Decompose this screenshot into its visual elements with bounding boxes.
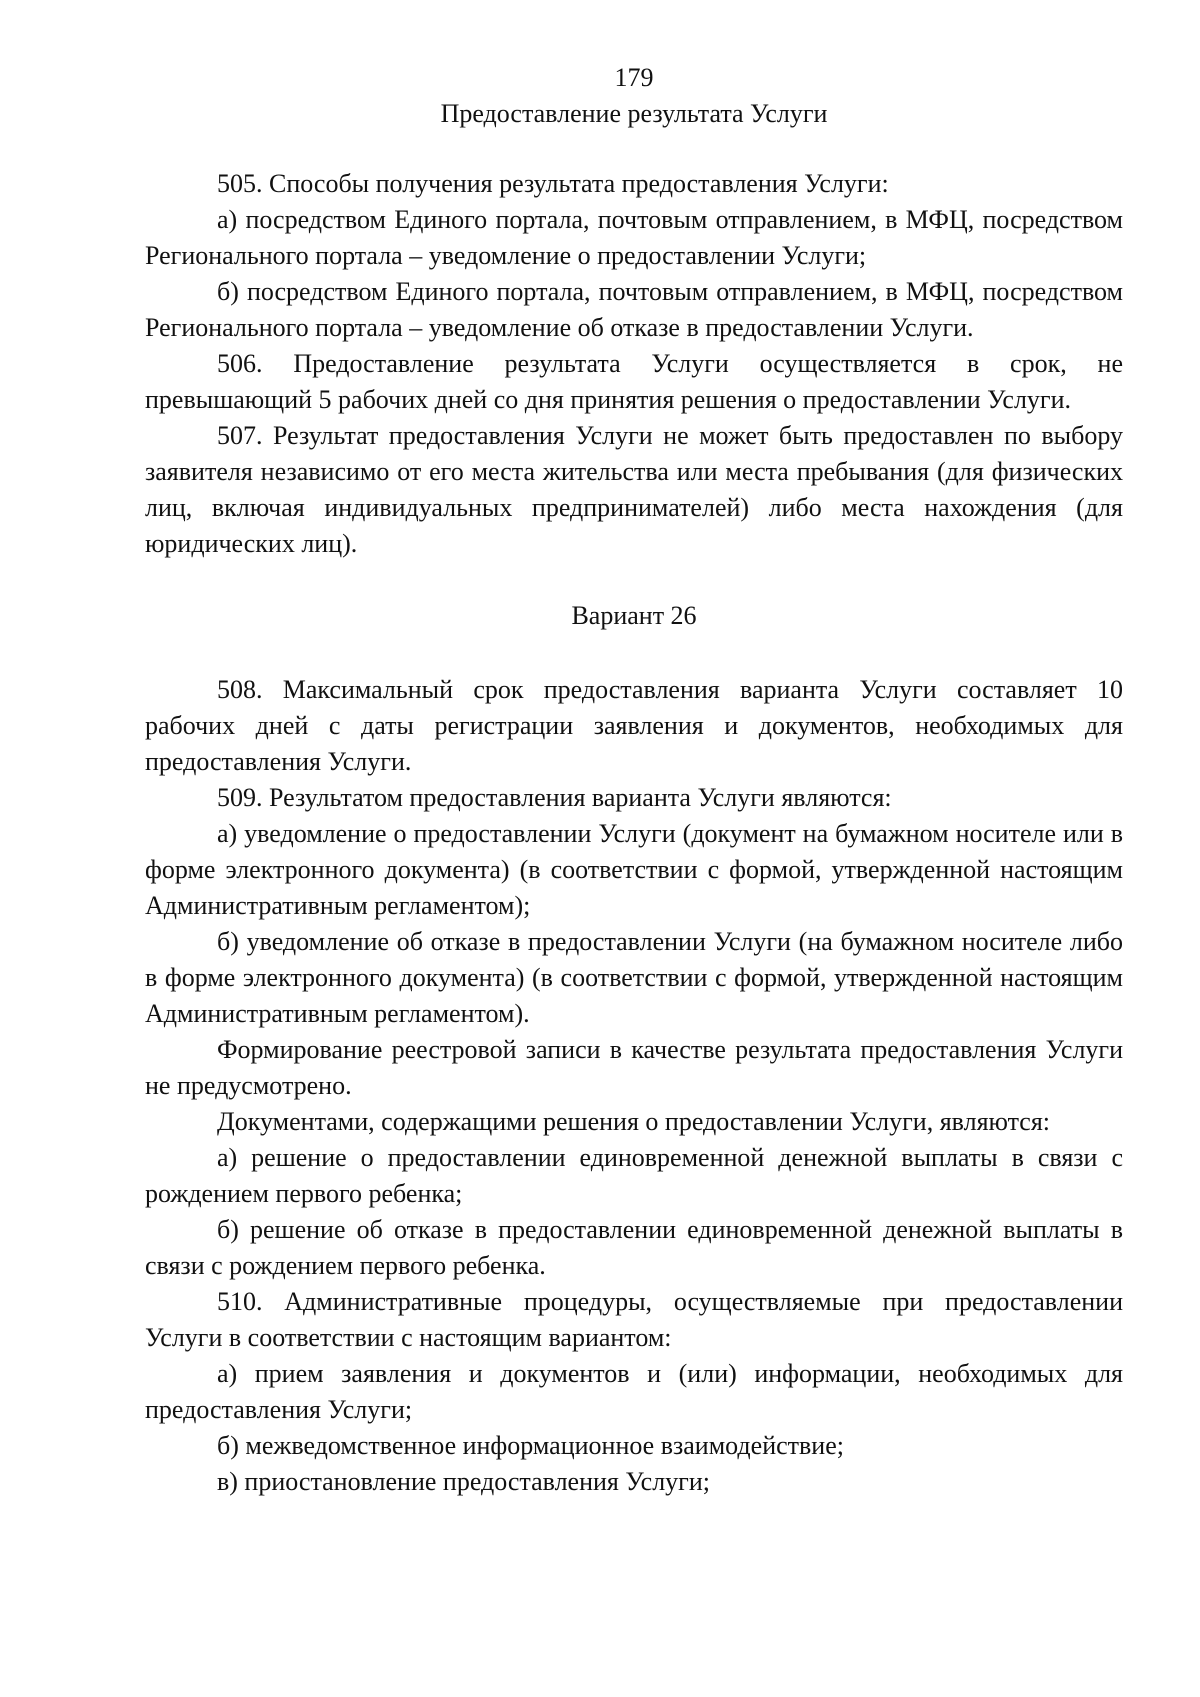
variant-body (145, 672, 1123, 1500)
paragraph-510-b: б) межведомственное информационное взаимодействие; (217, 1431, 844, 1460)
paragraph-509: 509. Результатом предоставления варианта Услуги являются: (217, 783, 892, 812)
paragraph-509-a: а) уведомление о предоставлении Услуги (документ на бумажном носителе или в форме электронного документа) (в соответствии с формой, утвержденной настоящим Административным регламентом); (145, 819, 1123, 920)
paragraph-507: 507. Результат предоставления Услуги не может быть предоставлен по выбору заявителя независимо от его места жительства или места пребывания (для физических лиц, включая индивидуальных предпринимателей) либо места нахождения (для юридических лиц). (145, 421, 1123, 558)
paragraph-505-b: б) посредством Единого портала, почтовым отправлением, в МФЦ, посредством Регионального портала – уведомление об отказе в предоставлении Услуги. (145, 277, 1123, 342)
paragraph-505: 505. Способы получения результата предоставления Услуги: (217, 169, 889, 198)
paragraph-508: 508. Максимальный срок предоставления варианта Услуги составляет 10 рабочих дней с даты регистрации заявления и документов, необходимых для предоставления Услуги. (145, 675, 1123, 776)
paragraph-509-b: б) уведомление об отказе в предоставлении Услуги (на бумажном носителе либо в форме электронного документа) (в соответствии с формой, утвержденной настоящим Административным регламентом). (145, 927, 1123, 1028)
paragraph-510-c: в) приостановление предоставления Услуги; (217, 1467, 710, 1496)
paragraph-505-a: а) посредством Единого портала, почтовым отправлением, в МФЦ, посредством Регионального портала – уведомление о предоставлении Услуги; (145, 205, 1123, 270)
paragraph-510-a: а) прием заявления и документов и (или) информации, необходимых для предоставления Услуги; (145, 1359, 1123, 1424)
page-number: 179 (614, 63, 654, 92)
paragraph-registry-record: Формирование реестровой записи в качестве результата предоставления Услуги не предусмотрено. (145, 1035, 1123, 1100)
paragraph-decision-documents: Документами, содержащими решения о предоставлении Услуги, являются: (217, 1107, 1051, 1136)
document-page (145, 60, 1123, 1500)
section-heading: Предоставление результата Услуги (440, 99, 828, 128)
paragraph-506: 506. Предоставление результата Услуги осуществляется в срок, не превышающий 5 рабочих дней со дня принятия решения о предоставлении Услуги. (145, 349, 1123, 414)
paragraph-510: 510. Административные процедуры, осуществляемые при предоставлении Услуги в соответствии с настоящим вариантом: (145, 1287, 1123, 1352)
paragraph-decision-b: б) решение об отказе в предоставлении единовременной денежной выплаты в связи с рождением первого ребенка. (145, 1215, 1123, 1280)
section-body (145, 166, 1123, 562)
variant-heading: Вариант 26 (571, 601, 697, 630)
paragraph-decision-a: а) решение о предоставлении единовременной денежной выплаты в связи с рождением первого ребенка; (145, 1143, 1123, 1208)
